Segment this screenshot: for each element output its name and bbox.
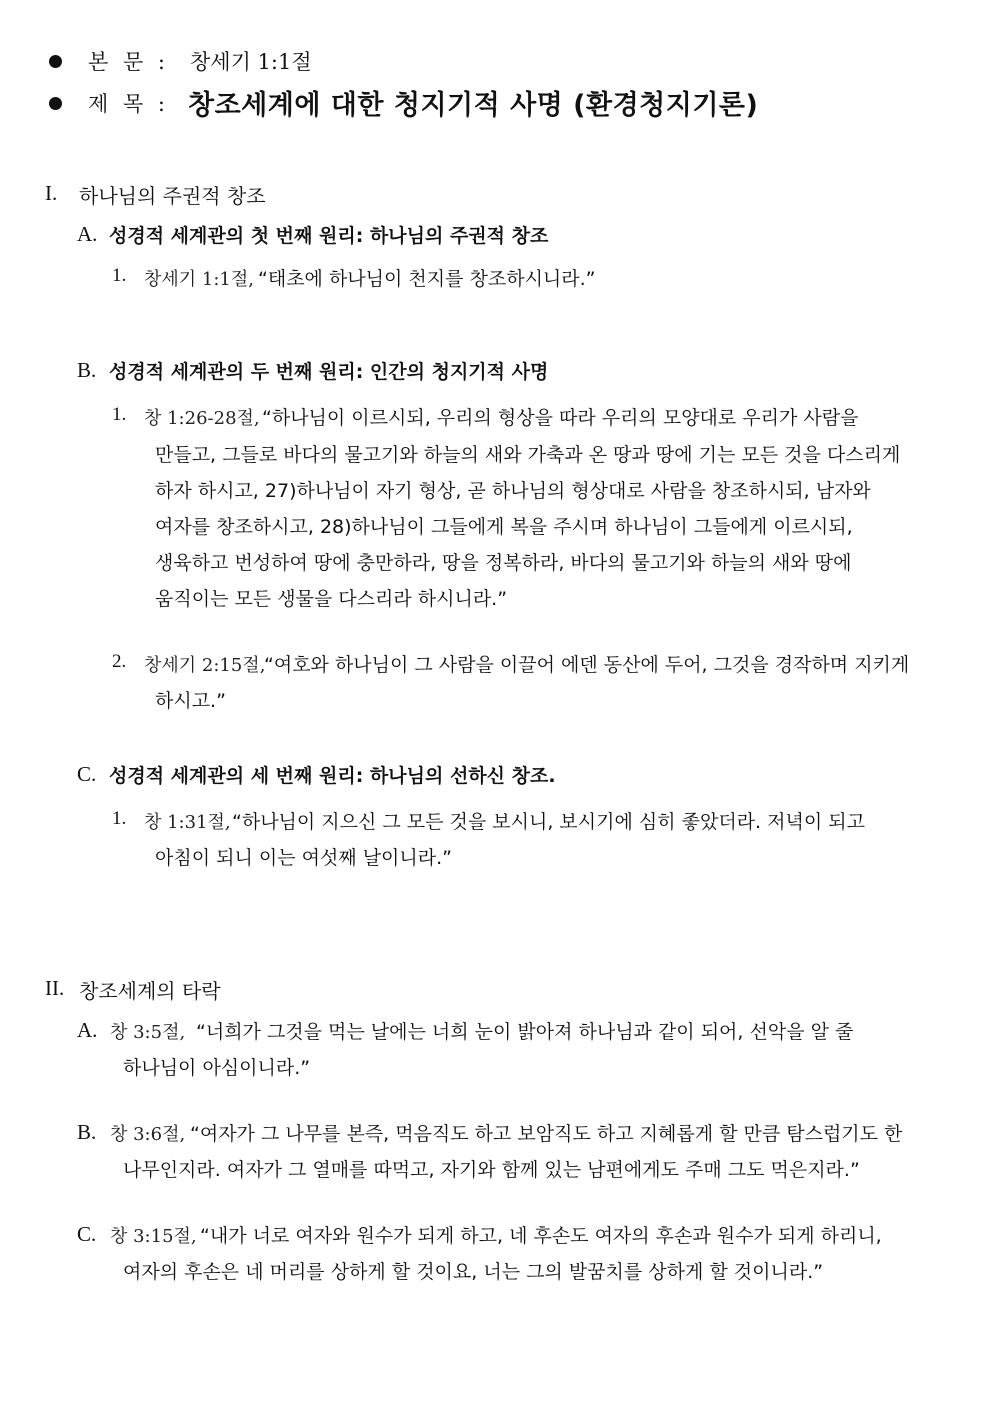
verse-line: 여자의 후손은 네 머리를 상하게 할 것이요, 너는 그의 발꿈치를 상하게 할 것이니라.” bbox=[123, 1261, 824, 1283]
verse-reference: 창 3:6절, bbox=[110, 1124, 186, 1145]
section-title: 창조세계의 타락 bbox=[79, 979, 221, 1003]
item-number: 2. bbox=[112, 651, 127, 672]
section-number: I. bbox=[45, 181, 58, 205]
verse-reference: 창 1:26-28절, bbox=[144, 408, 260, 429]
verse-line: “여자가 그 나무를 본즉, 먹음직도 하고 보암직도 하고 지혜롭게 할 만큼 탐스럽기도 한 bbox=[190, 1123, 903, 1145]
subsection-title: 성경적 세계관의 두 번째 원리: 인간의 청지기적 사명 bbox=[109, 361, 549, 383]
verse-line: 여자를 창조하시고, 28)하나님이 그들에게 복을 주시며 하나님이 그들에게 이르시되, bbox=[155, 516, 853, 538]
verse-line: 움직이는 모든 생물을 다스리라 하시니라.” bbox=[155, 588, 508, 610]
section-title: 하나님의 주권적 창조 bbox=[79, 184, 266, 208]
verse-line: 나무인지라. 여자가 그 열매를 따먹고, 자기와 함께 있는 남편에게도 주매 그도 먹은지라.” bbox=[123, 1159, 860, 1181]
verse-line: “너희가 그것을 먹는 날에는 너희 눈이 밝아져 하나님과 같이 되어, 선악을 알 줄 bbox=[196, 1021, 854, 1043]
verse-line: 아침이 되니 이는 여섯째 날이니라.” bbox=[155, 847, 452, 869]
verse-line: 만들고, 그들로 바다의 물고기와 하늘의 새와 가축과 온 땅과 땅에 기는 모든 것을 다스리게 bbox=[155, 444, 901, 466]
bullet-icon bbox=[49, 97, 62, 110]
subsection-number: C. bbox=[77, 762, 97, 786]
item-number: 1. bbox=[112, 808, 127, 829]
document-title: 창조세계에 대한 청지기적 사명 (환경청지기론) bbox=[188, 90, 759, 121]
verse-line: “하나님이 이르시되, 우리의 형상을 따라 우리의 모양대로 우리가 사람을 bbox=[262, 407, 859, 429]
section-number: II. bbox=[45, 976, 65, 1000]
verse-reference: 창 3:15절, bbox=[110, 1226, 197, 1247]
verse-line: “태초에 하나님이 천지를 창조하시니라.” bbox=[258, 268, 596, 290]
subsection-title: 성경적 세계관의 첫 번째 원리: 하나님의 주권적 창조 bbox=[109, 225, 549, 247]
verse-reference: 창 1:31절, bbox=[144, 812, 231, 833]
title-label: 제 목 : bbox=[88, 92, 165, 116]
verse-reference: 창 3:5절, bbox=[110, 1022, 186, 1043]
point-number: A. bbox=[77, 1018, 98, 1042]
subsection-number: A. bbox=[77, 222, 98, 246]
verse-line: “내가 너로 여자와 원수가 되게 하고, 네 후손도 여자의 후손과 원수가 되게 하리니, bbox=[200, 1225, 882, 1247]
point-number: B. bbox=[77, 1120, 97, 1144]
verse-reference: 창세기 2:15절, bbox=[144, 655, 266, 676]
subsection-number: B. bbox=[77, 358, 97, 382]
verse-line: “여호와 하나님이 그 사람을 이끌어 에덴 동산에 두어, 그것을 경작하며 지키게 bbox=[264, 654, 910, 676]
bullet-icon bbox=[49, 55, 62, 68]
subsection-title: 성경적 세계관의 세 번째 원리: 하나님의 선하신 창조. bbox=[109, 765, 556, 787]
text-label: 본 문 : bbox=[88, 50, 165, 74]
text-value: 창세기 1:1절 bbox=[190, 50, 312, 74]
item-number: 1. bbox=[112, 265, 127, 286]
verse-line: 하나님이 아심이니라.” bbox=[123, 1057, 311, 1079]
verse-line: 하자 하시고, 27)하나님이 자기 형상, 곧 하나님의 형상대로 사람을 창조하시되, 남자와 bbox=[155, 480, 871, 502]
verse-line: “하나님이 지으신 그 모든 것을 보시니, 보시기에 심히 좋았더라. 저녁이 되고 bbox=[232, 811, 865, 833]
verse-line: 생육하고 번성하여 땅에 충만하라, 땅을 정복하라, 바다의 물고기와 하늘의 새와 땅에 bbox=[155, 552, 852, 574]
item-number: 1. bbox=[112, 404, 127, 425]
verse-line: 하시고.” bbox=[155, 690, 226, 712]
point-number: C. bbox=[77, 1222, 97, 1246]
verse-reference: 창세기 1:1절, bbox=[144, 269, 254, 290]
